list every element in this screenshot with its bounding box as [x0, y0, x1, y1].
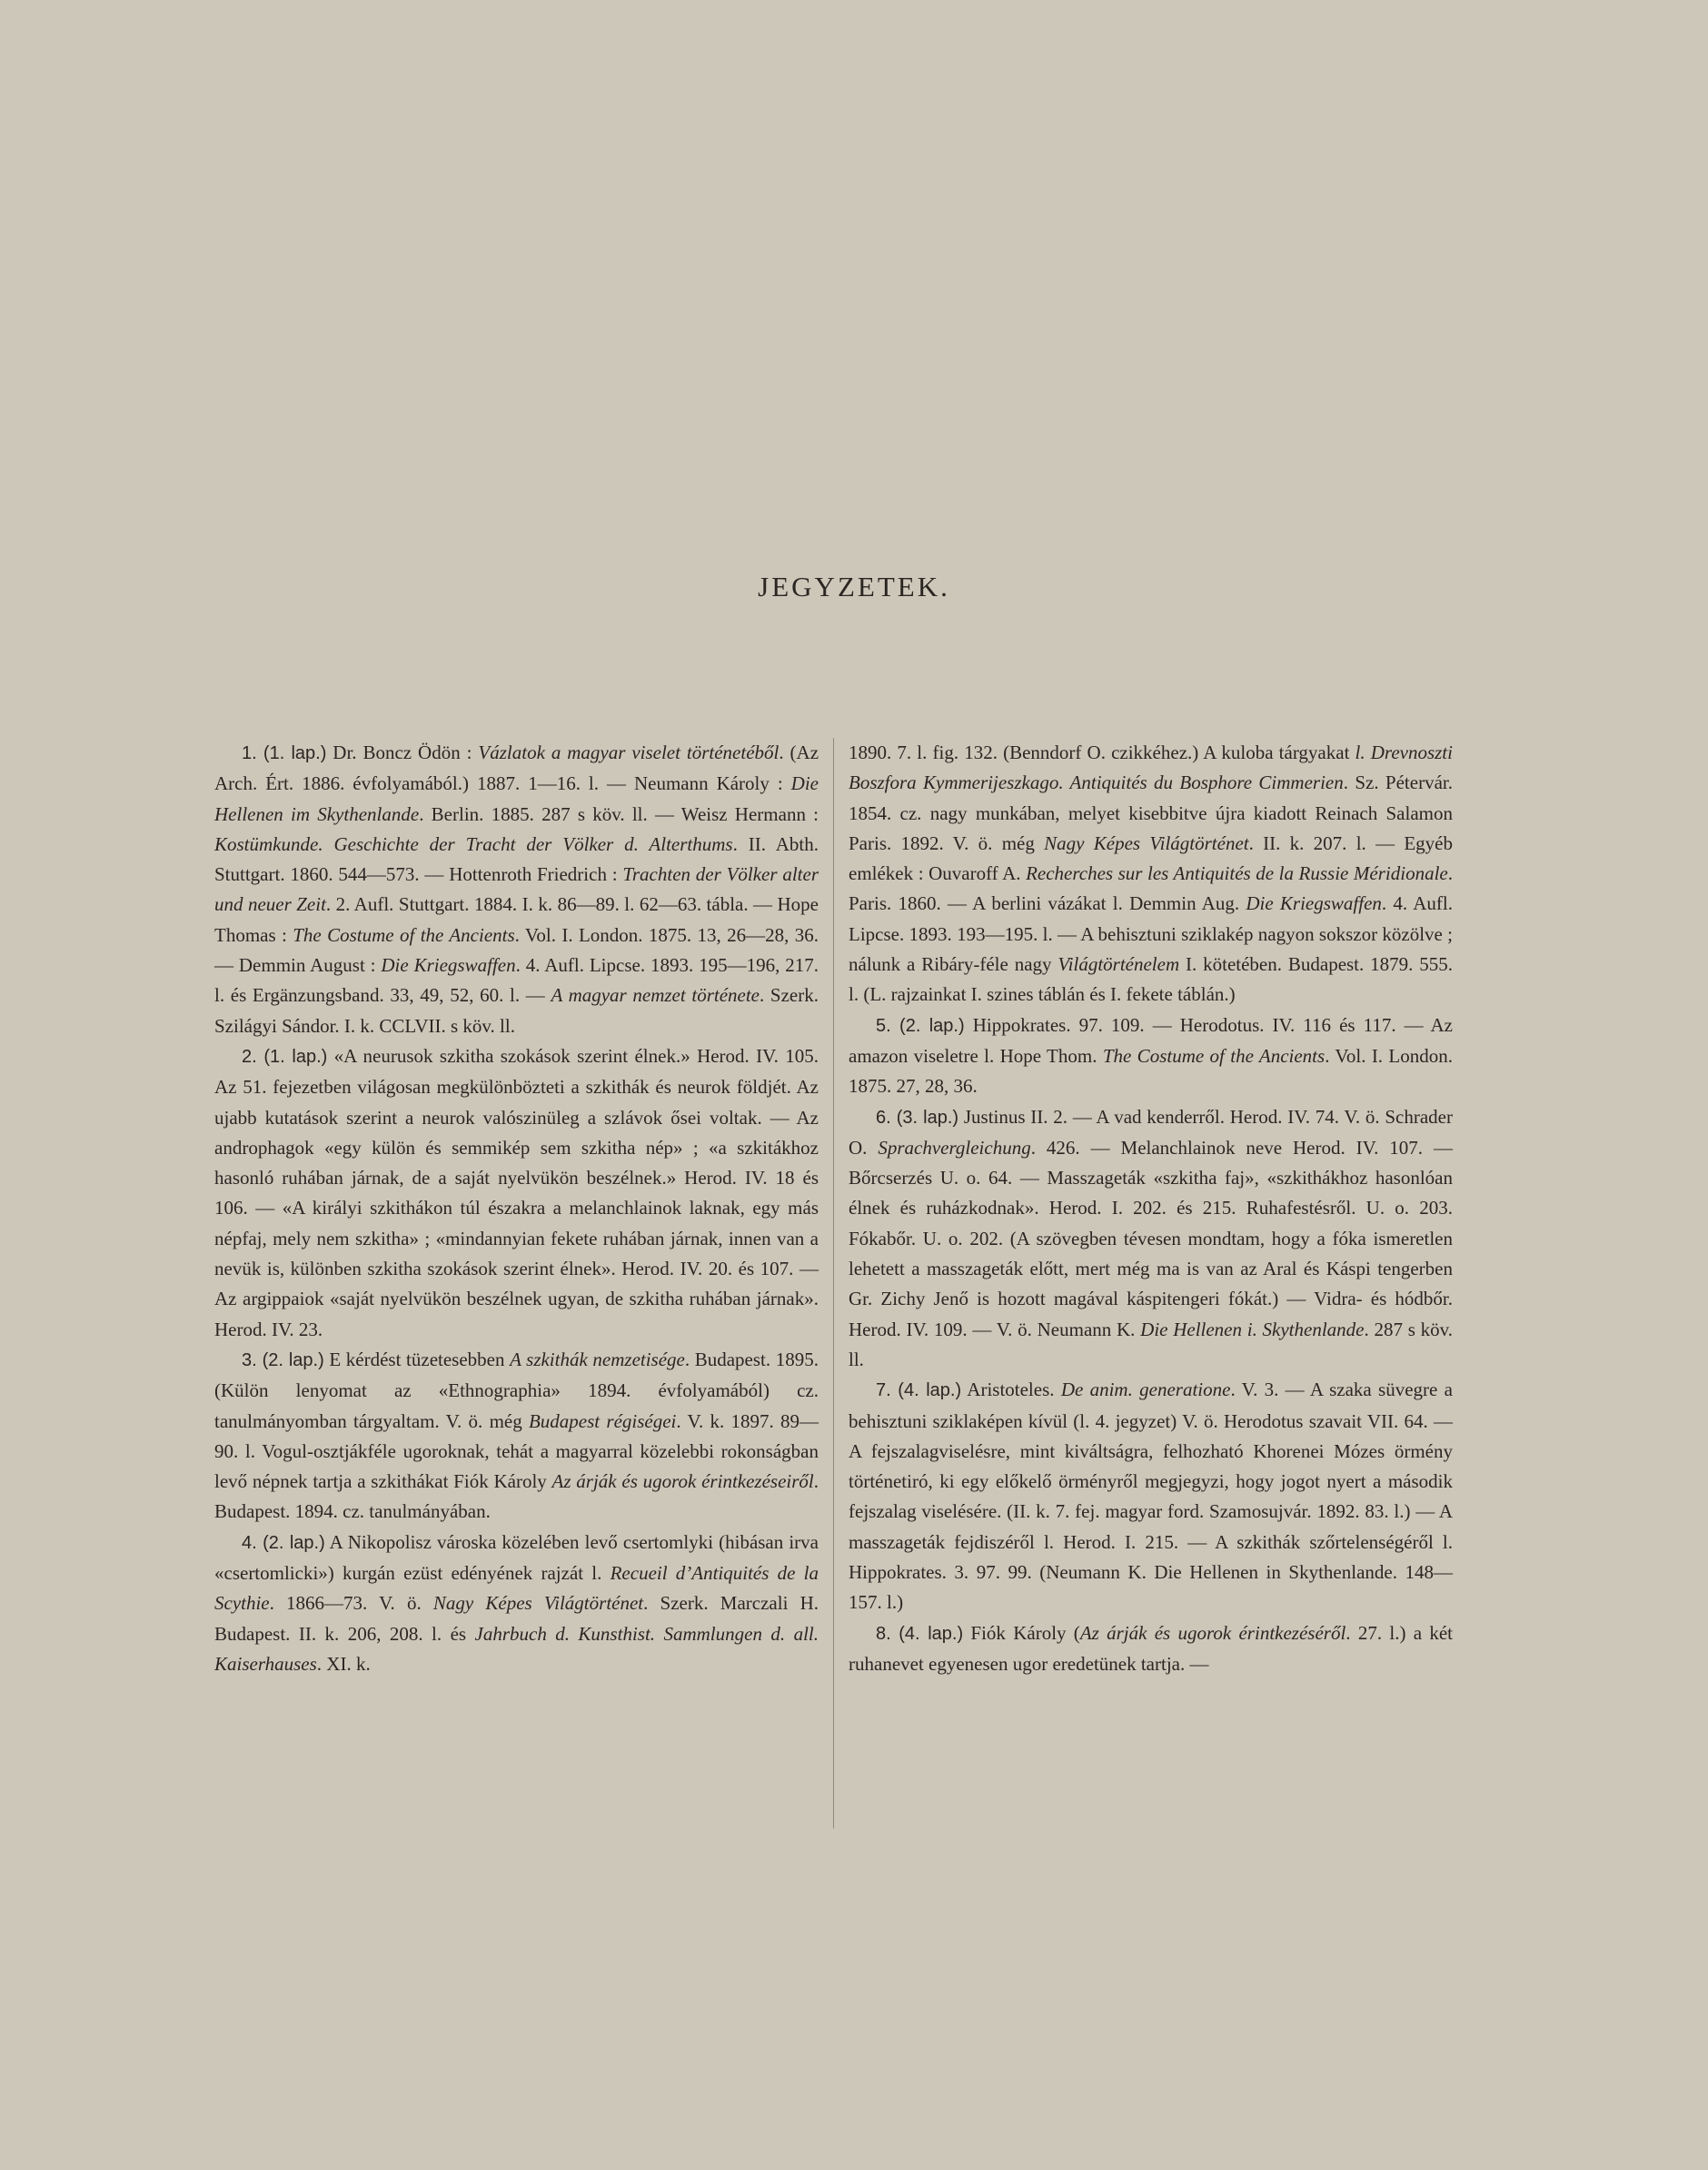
footnote-number: 8. (4. lap.) [876, 1623, 964, 1644]
footnote [214, 1041, 819, 1345]
cited-title: Recherches sur les Antiquités de la Russie Méridionale [1026, 862, 1448, 885]
footnote-number: 4. (2. lap.) [242, 1532, 325, 1553]
footnote-text: . V. k. 1897. 89—90. l. Vogul-osztjákféle ugoroknak, tehát a magyarral közelebbi rokonságban levő népnek tartja a szkithákat Fiók Károly [214, 1409, 819, 1493]
footnote-text: Justinus II. 2. — A vad kenderről. Herod. IV. 74. V. ö. Schrader O. [849, 1105, 1453, 1159]
footnote-text: . Szerk. Marczali H. Budapest. II. k. 206, 208. l. és [214, 1592, 819, 1645]
footnote-text: Aristoteles. [961, 1379, 1061, 1401]
footnote-text: . Budapest. 1894. cz. tanulmányában. [214, 1470, 819, 1523]
cited-title: Világtörténelem [1058, 953, 1180, 976]
footnote-text: . Berlin. 1885. 287 s köv. ll. — Weisz Hermann : [419, 802, 819, 825]
footnote-text: . Sz. Pétervár. 1854. cz. nagy munkában, melyet kisebbitve újra kiadott Reinach Salamon Paris. 1892. V. ö. még [849, 771, 1453, 854]
column-divider [833, 738, 834, 1828]
cited-title: Az árják és ugorok érintkezéseiről [551, 1470, 814, 1493]
footnote-number: 6. (3. lap.) [876, 1107, 959, 1128]
footnote-text: . 2. Aufl. Stuttgart. 1884. I. k. 86—89. l. 62—63. tábla. — Hope Thomas : [214, 893, 819, 946]
cited-title: Trachten der Völker alter und neuer Zeit [214, 863, 819, 916]
footnote [214, 1528, 819, 1679]
footnote-text: . Budapest. 1895. (Külön lenyomat az «Ethnographia» 1894. évfolyamából) cz. tanulmányomban tárgyaltam. V. ö. még [214, 1348, 819, 1432]
footnote [849, 1618, 1453, 1680]
footnote [849, 738, 1453, 1010]
footnote [849, 1375, 1453, 1618]
cited-title: Nagy Képes Világtörténet [432, 1592, 644, 1615]
footnote-text: Fiók Károly ( [963, 1621, 1080, 1644]
footnote-text: . II. k. 207. l. — Egyéb emlékek : Ouvaroff A. [849, 831, 1454, 885]
footnote-number: 3. (2. lap.) [242, 1349, 324, 1370]
notes-column-left [214, 738, 819, 1679]
footnote-number: 2. (1. lap.) [242, 1046, 328, 1067]
footnote [214, 1345, 819, 1528]
footnote-text: . Vol. I. London. 1875. 27, 28, 36. [849, 1044, 1453, 1098]
footnote-text: I. kötetében. Budapest. 1879. 555. l. (L. rajzainkat I. szines táblán és I. fekete táblán.) [849, 953, 1454, 1006]
footnote-text: . Vol. I. London. 1875. 13, 26—28, 36. — Demmin August : [214, 923, 819, 977]
footnote [214, 738, 819, 1041]
footnote-number: 1. (1. lap.) [242, 743, 327, 763]
footnote-text: . II. Abth. Stuttgart. 1860. 544—573. — Hottenroth Friedrich : [214, 832, 819, 886]
footnote-number: 7. (4. lap.) [876, 1380, 962, 1401]
footnote-text: . Paris. 1860. — A berlini vázákat l. Demmin Aug. [849, 862, 1453, 915]
page-title: JEGYZETEK. [758, 571, 950, 602]
cited-title: Vázlatok a magyar viselet történetéből [478, 742, 780, 763]
cited-title: A magyar nemzet története [551, 984, 760, 1007]
footnote-text: . V. 3. — A szaka süvegre a behisztuni sziklaképen kívül (l. 4. jegyzet) V. ö. Herodotus szavait VII. 64. — A fejszalagviselésre, mint kiváltságra, felhozható Khorenei Mózes örmény történetiró, ki egy előkelő örményről megjegyzi, hogy jogot nyert a második fejszalag viselésére. (II. k. 7. fej. magyar ford. Szamosujvár. 1892. 83. l.) — A masszageták fejdiszéről l. Herod. I. 215. — A szkithák szőrtelenségéről l. Hippokrates. 3. 97. 99. (Neumann K. Die Hellenen in Skythenlande. 148—157. l.) [849, 1379, 1453, 1614]
footnote-text: . 4. Aufl. Lipcse. 1893. 195—196, 217. l. és Ergänzungsband. 33, 49, 52, 60. l. — [214, 954, 819, 1007]
cited-title: Jahrbuch d. Kunsthist. Sammlungen d. all. Kaiserhauses [214, 1622, 819, 1675]
cited-title: The Costume of the Ancients [293, 923, 515, 946]
footnote [849, 1010, 1453, 1102]
cited-title: Az árják és ugorok érintkezéséről [1079, 1621, 1346, 1644]
footnote-text: «A neurusok szkitha szokások szerint élnek.» Herod. IV. 105. Az 51. fejezetben világosan megkülönbözteti a szkithák és neurok földjét. Az ujabb kutatások szerint a neurok valószinüleg a szlávok ősei voltak. — Az androphagok «egy külön és semmikép sem szkitha nép» ; «a szkitákhoz hasonló ruhában járnak, de a saját nyelvükön beszélnek.» Herod. IV. 18 és 106. — «A királyi szkithákon túl északra a melanchlainok laknak, egy más népfaj, mely nem szkitha» ; «mindannyian fekete ruhában járnak, innen van a nevük is, különben szkitha szokások szerint élnek». Herod. IV. 20. és 107. — Az argippaiok «saját nyelvükön beszélnek ugyan, de szkitha ruhában járnak». Herod. IV. 23. [214, 1044, 819, 1340]
cited-title: Recueil d’Antiquités de la Scythie [214, 1562, 819, 1615]
footnote-text: A Nikopolisz városka közelében levő csertomlyki (hibásan irva «csertomlicki») kurgán ezüst edényének rajzát l. [214, 1530, 819, 1585]
cited-title: The Costume of the Ancients [1102, 1044, 1326, 1067]
cited-title: A szkithák nemzetisége [510, 1348, 685, 1370]
footnote-text: . 287 s köv. ll. [849, 1318, 1453, 1370]
footnote-text: Hippokrates. 97. 109. — Herodotus. IV. 116 és 117. — Az amazon viseletre l. Hope Thom. [849, 1013, 1453, 1067]
cited-title: De anim. generatione [1060, 1379, 1231, 1401]
cited-title: Die Hellenen im Skythenlande [214, 772, 819, 825]
footnote-text: E kérdést tüzetesebben [323, 1348, 511, 1370]
cited-title: Die Kriegswaffen [381, 954, 516, 977]
footnote-text: . XI. k. [316, 1652, 371, 1675]
cited-title: l. Drevnoszti Boszfora Kymmerijeszkago. Antiquités du Bosphore Cimmerien [849, 742, 1453, 794]
footnote-text: . (Az Arch. Ért. 1886. évfolyamából.) 1887. 1—16. l. — Neumann Károly : [214, 742, 819, 795]
footnote-text: . 27. l.) a két ruhanevet egyenesen ugor eredetünek tartja. — [849, 1621, 1453, 1675]
cited-title: Nagy Képes Világtörténet [1044, 831, 1249, 854]
cited-title: Budapest régiségei [528, 1409, 677, 1432]
footnote-text: . 4. Aufl. Lipcse. 1893. 193—195. l. — A behisztuni sziklakép nagyon sokszor közölve ; nálunk a Ribáry-féle nagy [849, 892, 1453, 976]
footnote-text: . Szerk. Szilágyi Sándor. I. k. CCLVII. s köv. ll. [214, 984, 819, 1037]
notes-column-right [849, 738, 1453, 1679]
footnote-text: . 1866—73. V. ö. [269, 1592, 433, 1615]
cited-title: Die Hellenen i. Skythenlande [1140, 1318, 1365, 1340]
footnote-text: Dr. Bοncz Ödön : [326, 742, 479, 763]
cited-title: Sprachvergleichung [878, 1136, 1031, 1159]
footnote-text: 1890. 7. l. fig. 132. (Benndorf O. czikkéhez.) A kuloba tárgyakat [849, 742, 1355, 763]
footnote [849, 1102, 1453, 1376]
cited-title: Kostümkunde. Geschichte der Tracht der Völker d. Alterthums [214, 832, 733, 855]
footnote-text: . 426. — Melanchlainok neve Herod. IV. 107. — Bőrcserzés U. o. 64. — Masszageták «szkitha faj», «szkithákhoz hasonlóan élnek és ruházkodnak». Herod. I. 202. és 215. Ruhafestésről. U. o. 203. Fókabőr. U. o. 202. (A szövegben tévesen mondtam, hogy a fóka ismeretlen lehetett a masszageták előtt, mert még ma is van az Aral és Káspi tengerben Gr. Zichy Jenő is hozott magával káspitengeri fókát.) — Vidra- és hódbőr. Herod. IV. 109. — V. ö. Neumann K. [849, 1136, 1453, 1340]
footnote-number: 5. (2. lap.) [876, 1015, 965, 1036]
cited-title: Die Kriegswaffen [1246, 892, 1382, 915]
